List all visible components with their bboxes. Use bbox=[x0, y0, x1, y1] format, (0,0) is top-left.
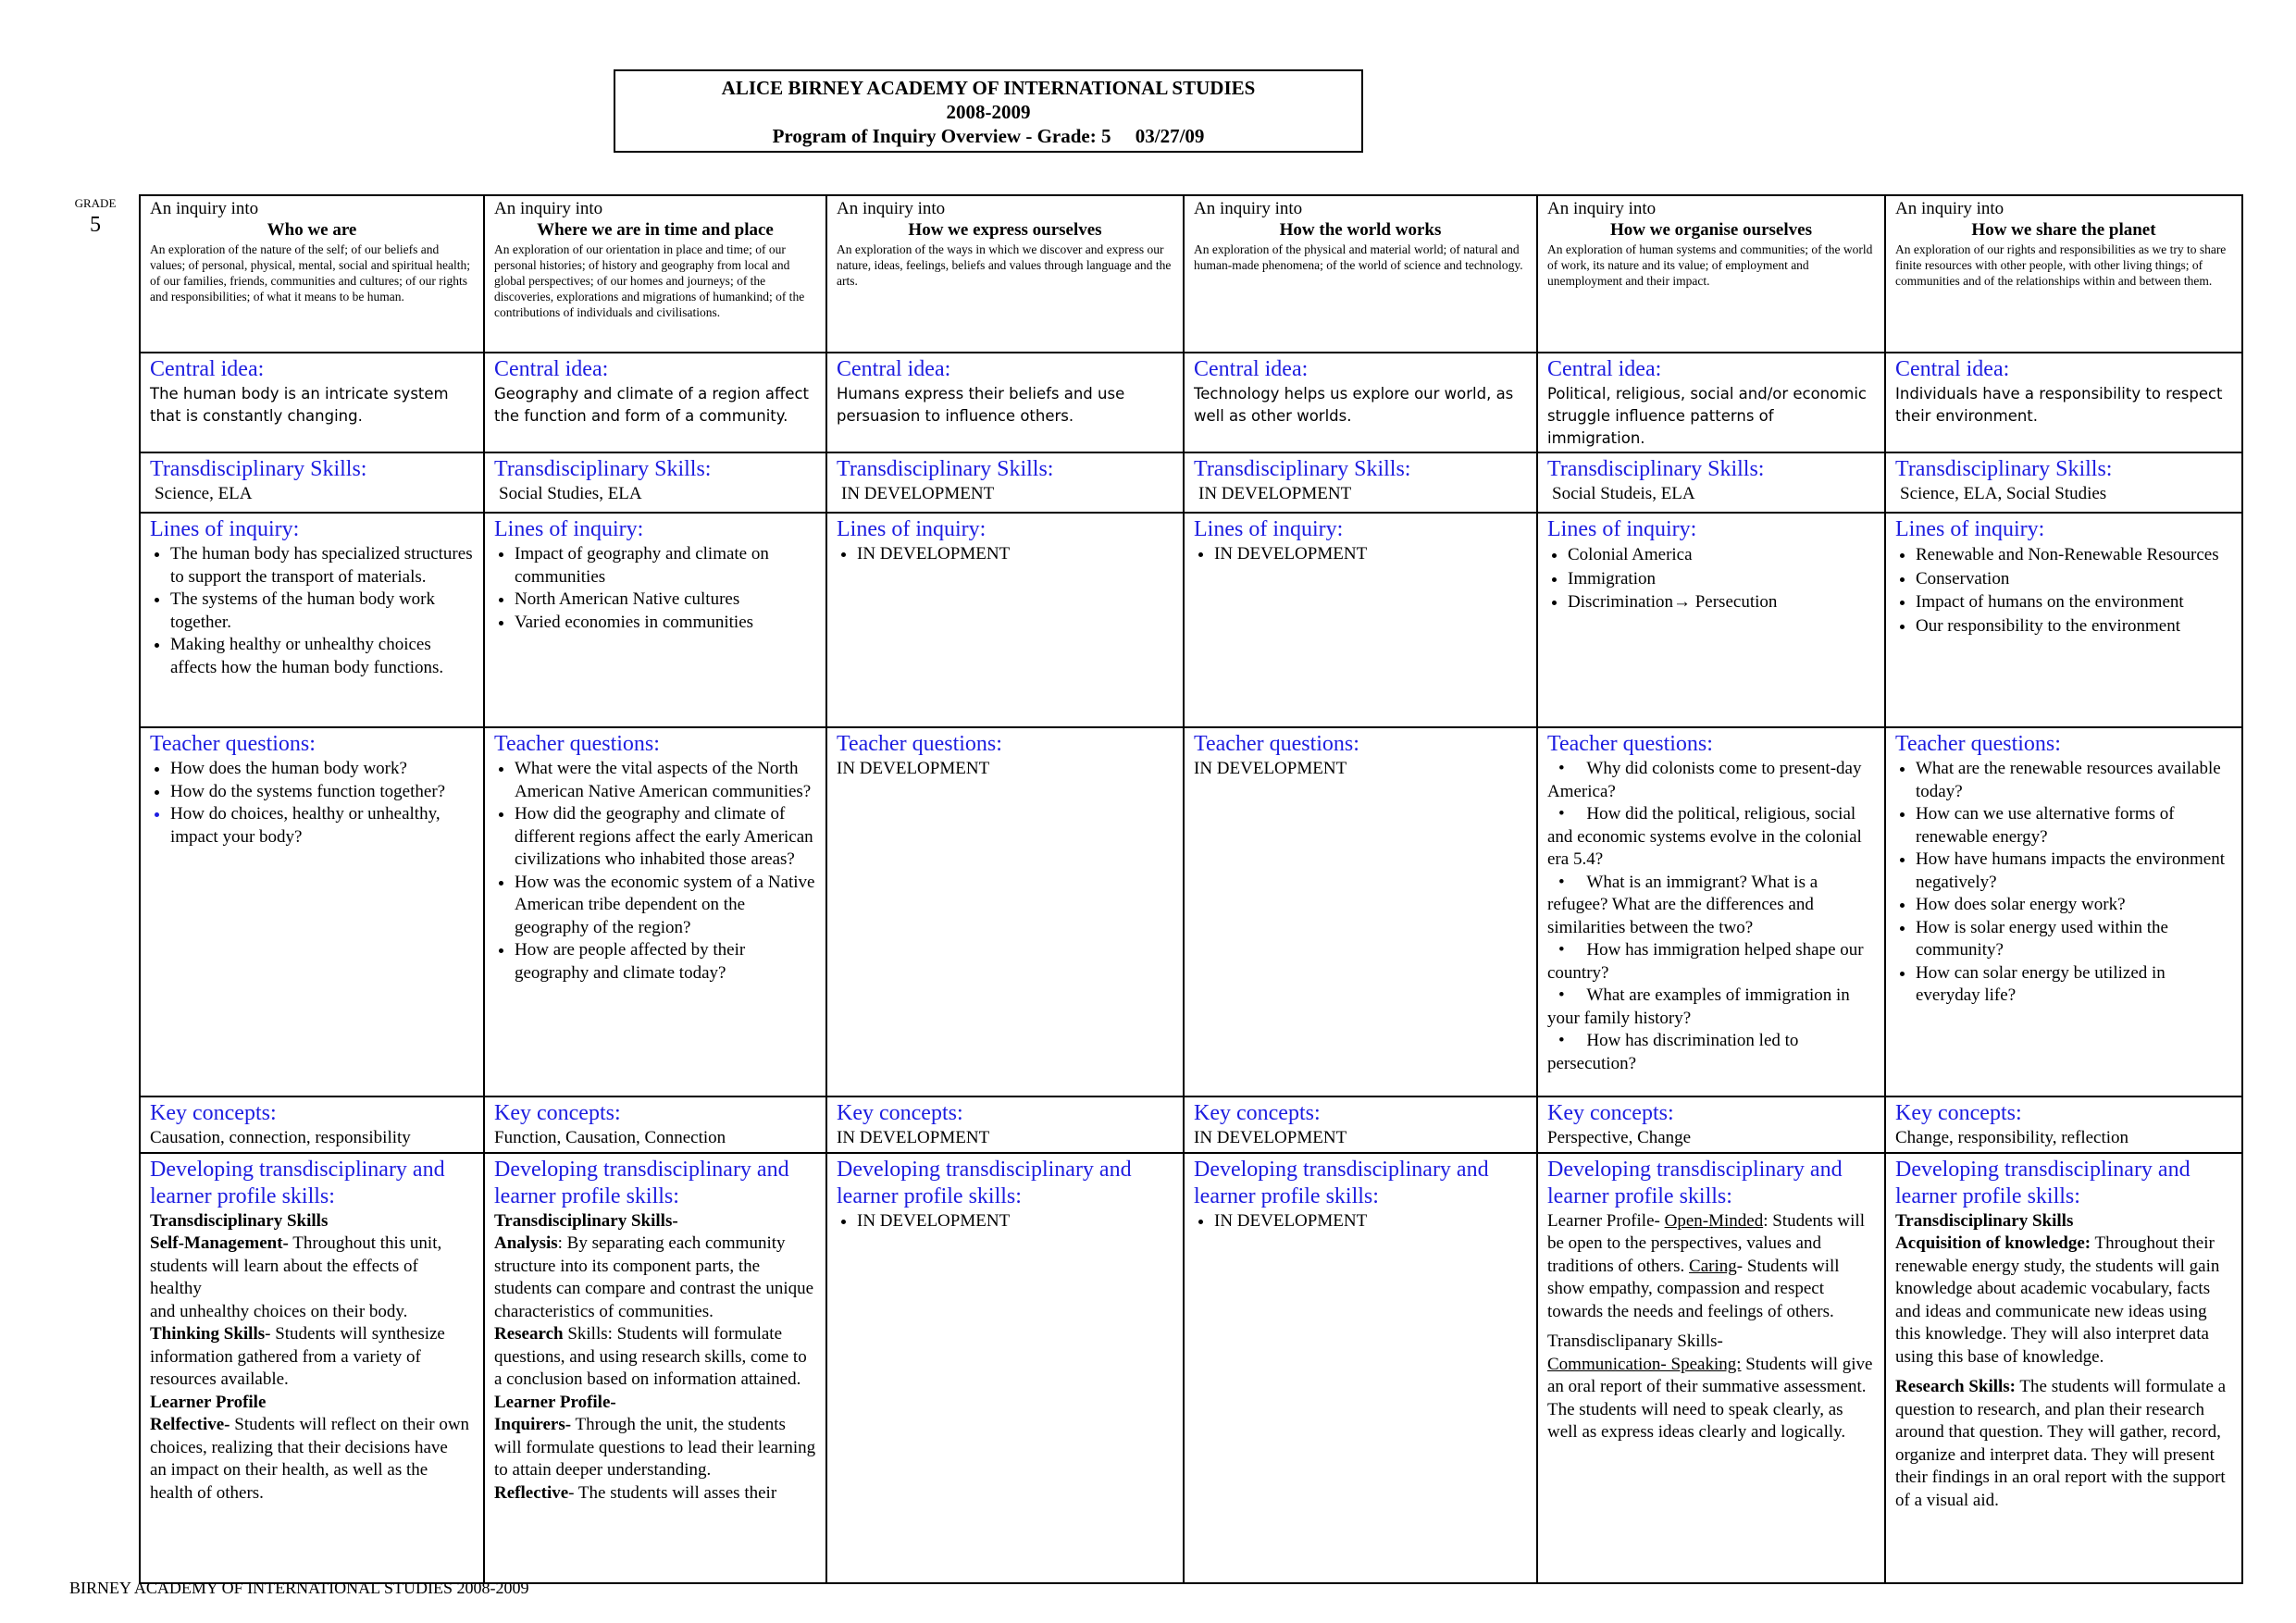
developing-text: Transdisciplinary Skills- Analysis: By separating each community structure into its component parts, the students can compare and contrast the unique characteristics of communities. Research Skills: Students will formulate questions, and using research skills, come to a conclusion based on information attained. Learner Profile- Inquirers- Through the unit, the students will formulate questions to lead their learning to attain deeper understanding. Reflective- The students will asses their bbox=[494, 1210, 816, 1503]
questions-list bbox=[1895, 758, 2232, 1008]
key-concepts-text: IN DEVELOPMENT bbox=[1194, 1128, 1347, 1147]
lines-list bbox=[150, 543, 474, 679]
skills-text: IN DEVELOPMENT bbox=[841, 484, 995, 503]
developing-text: Transdisciplinary Skills Self-Management- Throughout this unit, students will learn about the effects of healthy and unhealthy choices on their body. Thinking Skills- Students will synthesize information gathered from a variety of resources available. Learner Profile Relfective- Students will reflect on their own choices, realizing that their decisions have an impact on their health, as well as the health of others. bbox=[150, 1210, 470, 1503]
list-item: • Varied economies in communities bbox=[515, 612, 816, 635]
key-concepts-heading: Key concepts: bbox=[494, 1101, 621, 1125]
central-idea-text: Political, religious, social and/or economic struggle influence patterns of immigration. bbox=[1547, 385, 1867, 447]
questions-list bbox=[150, 758, 474, 849]
list-item: • Immigration bbox=[1568, 568, 1875, 591]
list-item: • How does the human body work? bbox=[170, 758, 474, 781]
list-item: • How has immigration helped shape our country? bbox=[1547, 940, 1864, 983]
list-item: • How are people affected by their geography and climate today? bbox=[515, 939, 816, 985]
skills-text: Science, ELA, Social Studies bbox=[1900, 484, 2107, 503]
list-item: • Renewable and Non-Renewable Resources bbox=[1916, 544, 2232, 567]
questions-text: IN DEVELOPMENT bbox=[837, 759, 990, 778]
list-item: • What are examples of immigration in your family history? bbox=[1547, 985, 1850, 1028]
document-date: 03/27/09 bbox=[1135, 125, 1205, 147]
key-concepts-text: Function, Causation, Connection bbox=[494, 1128, 726, 1147]
theme-cell: An inquiry into Who we are An exploration of the nature of the self; of our beliefs and values; of personal, physical, mental, social and spiritual health; of our families, friends, communities and cultures; of our rights and responsibilities; of what it means to be human. bbox=[140, 195, 484, 353]
key-concepts-text: IN DEVELOPMENT bbox=[837, 1128, 990, 1147]
theme-title: How we express ourselves bbox=[908, 220, 1102, 240]
grade-word: GRADE bbox=[74, 196, 117, 210]
theme-description: An exploration of the physical and material world; of natural and human-made phenomena; of the world of science and technology. bbox=[1194, 242, 1523, 272]
central-idea-heading: Central idea: bbox=[837, 357, 951, 381]
central-idea-text: The human body is an intricate system that is constantly changing. bbox=[150, 385, 449, 425]
list-item: • How do the systems function together? bbox=[170, 781, 474, 804]
questions-list bbox=[494, 758, 816, 985]
list-item: • IN DEVELOPMENT bbox=[857, 543, 1173, 566]
school-years: 2008-2009 bbox=[946, 101, 1031, 123]
theme-title: Who we are bbox=[267, 220, 357, 240]
skills-heading: Transdisciplinary Skills: bbox=[1194, 457, 1411, 481]
list-item: • How has discrimination led to persecution? bbox=[1547, 1031, 1799, 1073]
developing-heading: Developing transdisciplinary and learner profile skills: bbox=[1194, 1157, 1489, 1208]
theme-cell: An inquiry into How the world works An exploration of the physical and material world; of natural and human-made phenomena; of the world of science and technology. bbox=[1184, 195, 1537, 353]
grade-number: 5 bbox=[90, 213, 101, 237]
central-idea-text: Geography and climate of a region affect the function and form of a community. bbox=[494, 385, 810, 425]
teacher-questions-heading: Teacher questions: bbox=[1895, 732, 2061, 756]
lines-heading: Lines of inquiry: bbox=[1194, 517, 1344, 541]
list-item: • How can we use alternative forms of renewable energy? bbox=[1916, 803, 2232, 849]
list-item: • The human body has specialized structures to support the transport of materials. bbox=[170, 543, 474, 588]
grade-label bbox=[63, 196, 128, 239]
developing-list bbox=[837, 1210, 1173, 1233]
teacher-questions-heading: Teacher questions: bbox=[150, 732, 316, 756]
document-title-box bbox=[614, 69, 1363, 153]
lines-list bbox=[1194, 543, 1527, 566]
program-line: Program of Inquiry Overview - Grade: 5 03/27/09 bbox=[772, 125, 1205, 147]
list-item: • IN DEVELOPMENT bbox=[1214, 1210, 1527, 1233]
lines-heading: Lines of inquiry: bbox=[494, 517, 644, 541]
list-item: • The systems of the human body work together. bbox=[170, 588, 474, 634]
list-item: • What is an immigrant? What is a refugee? What are the differences and similarities between the two? bbox=[1547, 872, 1818, 937]
lines-list bbox=[1547, 544, 1875, 614]
developing-list bbox=[1194, 1210, 1527, 1233]
skills-text: Social Studeis, ELA bbox=[1552, 484, 1695, 503]
theme-description: An exploration of our orientation in place and time; of our personal histories; of history and geography from local and global perspectives; of our homes and journeys; of the discoveries, explorations and migrations of humankind; of the contributions of individuals and civilisations. bbox=[494, 242, 805, 319]
central-idea-heading: Central idea: bbox=[150, 357, 265, 381]
list-item: • Conservation bbox=[1916, 568, 2232, 591]
theme-title: Where we are in time and place bbox=[537, 220, 774, 240]
key-concepts-heading: Key concepts: bbox=[837, 1101, 963, 1125]
key-concepts-text: Perspective, Change bbox=[1547, 1128, 1692, 1147]
theme-title: How we share the planet bbox=[1971, 220, 2156, 240]
skills-heading: Transdisciplinary Skills: bbox=[837, 457, 1054, 481]
developing-heading: Developing transdisciplinary and learner profile skills: bbox=[1895, 1157, 2191, 1208]
list-item: • IN DEVELOPMENT bbox=[857, 1210, 1173, 1233]
skills-text: IN DEVELOPMENT bbox=[1198, 484, 1352, 503]
teacher-questions-heading: Teacher questions: bbox=[1194, 732, 1359, 756]
questions-text: IN DEVELOPMENT bbox=[1194, 759, 1347, 778]
page-footer: BIRNEY ACADEMY OF INTERNATIONAL STUDIES 2008-2009 bbox=[69, 1579, 529, 1597]
theme-description: An exploration of the ways in which we discover and express our nature, ideas, feelings, beliefs and values through language and the arts. bbox=[837, 242, 1172, 288]
list-item: • What are the renewable resources available today? bbox=[1916, 758, 2232, 803]
theme-cell: An inquiry into Where we are in time and place An exploration of our orientation in place and time; of our personal histories; of history and geography from local and global perspectives; of our homes and journeys; of the discoveries, explorations and migrations of humankind; of the contributions of individuals and civilisations. bbox=[484, 195, 826, 353]
theme-cell: An inquiry into How we share the planet An exploration of our rights and responsibilities as we try to share finite resources with other people, with other living things; of communities and of the relationships within and between them. bbox=[1885, 195, 2242, 353]
theme-title: How we organise ourselves bbox=[1610, 220, 1812, 240]
central-idea-heading: Central idea: bbox=[1895, 357, 2010, 381]
list-item: • How did the geography and climate of different regions affect the early American civilizations who inhabited those areas? bbox=[515, 803, 816, 872]
list-item: • How can solar energy be utilized in everyday life? bbox=[1916, 962, 2232, 1008]
developing-heading: Developing transdisciplinary and learner profile skills: bbox=[150, 1157, 445, 1208]
list-item: • Impact of geography and climate on communities bbox=[515, 543, 816, 588]
central-idea-row bbox=[140, 353, 2242, 452]
list-item: • How have humans impacts the environment negatively? bbox=[1916, 849, 2232, 894]
developing-text: Transdisciplinary Skills Acquisition of knowledge: Throughout their renewable energy study, the students will gain knowledge about academic vocabulary, facts and ideas and communicate new ideas using this knowledge. They will also interpret data using this base of knowledge. Research Skills: The students will formulate a question to research, and plan their research around that question. They will gather, record, organize and interpret data. They will present their findings in an oral report with the support of a visual aid. bbox=[1895, 1210, 2227, 1510]
central-idea-text: Individuals have a responsibility to respect their environment. bbox=[1895, 385, 2223, 425]
themes-row bbox=[140, 195, 2242, 353]
central-idea-text: Humans express their beliefs and use persuasion to influence others. bbox=[837, 385, 1125, 425]
list-item: • How do choices, healthy or unhealthy, impact your body? bbox=[170, 803, 474, 849]
lines-list bbox=[494, 543, 816, 634]
lines-list bbox=[837, 543, 1173, 566]
school-name: ALICE BIRNEY ACADEMY OF INTERNATIONAL STUDIES bbox=[721, 77, 1256, 99]
key-concepts-text: Causation, connection, responsibility bbox=[150, 1128, 411, 1147]
skills-text: Social Studies, ELA bbox=[499, 484, 642, 503]
theme-cell: An inquiry into How we express ourselves An exploration of the ways in which we discover and express our nature, ideas, feelings, beliefs and values through language and the arts. bbox=[826, 195, 1184, 353]
lines-list bbox=[1895, 544, 2232, 638]
list-item: • Making healthy or unhealthy choices affects how the human body functions. bbox=[170, 634, 474, 679]
teacher-questions-row bbox=[140, 727, 2242, 1096]
lines-heading: Lines of inquiry: bbox=[1547, 517, 1697, 541]
central-idea-text: Technology helps us explore our world, as well as other worlds. bbox=[1194, 385, 1514, 425]
theme-title: How the world works bbox=[1279, 220, 1442, 240]
list-item: • How did the political, religious, social and economic systems evolve in the colonial era 5.4? bbox=[1547, 804, 1862, 869]
theme-cell: An inquiry into How we organise ourselves An exploration of human systems and communities; of the world of work, its nature and its value; of employment and unemployment and their impact. bbox=[1537, 195, 1885, 353]
list-item: • Discrimination→ Persecution bbox=[1568, 591, 1875, 614]
skills-heading: Transdisciplinary Skills: bbox=[1547, 457, 1765, 481]
central-idea-heading: Central idea: bbox=[1194, 357, 1309, 381]
key-concepts-row bbox=[140, 1096, 2242, 1153]
list-item: • How was the economic system of a Native American tribe dependent on the geography of the region? bbox=[515, 872, 816, 940]
lines-of-inquiry-row bbox=[140, 513, 2242, 727]
program-of-inquiry-table bbox=[139, 194, 2243, 1584]
key-concepts-heading: Key concepts: bbox=[1194, 1101, 1321, 1125]
list-item: • How is solar energy used within the community? bbox=[1916, 917, 2232, 962]
developing-heading: Developing transdisciplinary and learner profile skills: bbox=[1547, 1157, 1843, 1208]
skills-heading: Transdisciplinary Skills: bbox=[494, 457, 712, 481]
lines-heading: Lines of inquiry: bbox=[837, 517, 987, 541]
list-item: • Colonial America bbox=[1568, 544, 1875, 567]
developing-text: Learner Profile- Open-Minded: Students will be open to the perspectives, values and traditions of others. Caring- Students will show empathy, compassion and respect towards the needs and feelings of others. Transdisclipanary Skills- Communication- Speaking: Students will give an oral report of their summative assessment. The students will need to speak clearly, as well as express ideas clearly and logically. bbox=[1547, 1210, 1873, 1442]
theme-description: An exploration of our rights and responsibilities as we try to share finite resources with other people, with other living things; of communities and of the relationships within and between them. bbox=[1895, 242, 2227, 288]
key-concepts-heading: Key concepts: bbox=[150, 1101, 277, 1125]
skills-row bbox=[140, 452, 2242, 513]
list-item: • How does solar energy work? bbox=[1916, 894, 2232, 917]
teacher-questions-heading: Teacher questions: bbox=[837, 732, 1002, 756]
teacher-questions-heading: Teacher questions: bbox=[494, 732, 660, 756]
list-item: • Impact of humans on the environment bbox=[1916, 591, 2232, 614]
developing-heading: Developing transdisciplinary and learner profile skills: bbox=[837, 1157, 1132, 1208]
key-concepts-heading: Key concepts: bbox=[1895, 1101, 2022, 1125]
central-idea-heading: Central idea: bbox=[1547, 357, 1662, 381]
developing-skills-row bbox=[140, 1153, 2242, 1583]
lines-heading: Lines of inquiry: bbox=[150, 517, 300, 541]
central-idea-heading: Central idea: bbox=[494, 357, 609, 381]
list-item: • IN DEVELOPMENT bbox=[1214, 543, 1527, 566]
list-item: • Why did colonists come to present-day America? bbox=[1547, 759, 1862, 801]
theme-description: An exploration of the nature of the self; of our beliefs and values; of personal, physical, mental, social and spiritual health; of our families, friends, communities and cultures; of our rights and responsibilities; of what it means to be human. bbox=[150, 242, 471, 304]
skills-heading: Transdisciplinary Skills: bbox=[150, 457, 367, 481]
skills-heading: Transdisciplinary Skills: bbox=[1895, 457, 2113, 481]
list-item: • What were the vital aspects of the North American Native American communities? bbox=[515, 758, 816, 803]
lines-heading: Lines of inquiry: bbox=[1895, 517, 2045, 541]
theme-description: An exploration of human systems and communities; of the world of work, its nature and its value; of employment and unemployment and their impact. bbox=[1547, 242, 1873, 288]
list-item: • Our responsibility to the environment bbox=[1916, 615, 2232, 638]
skills-text: Science, ELA bbox=[155, 484, 253, 503]
list-item: • North American Native cultures bbox=[515, 588, 816, 612]
key-concepts-heading: Key concepts: bbox=[1547, 1101, 1674, 1125]
developing-heading: Developing transdisciplinary and learner profile skills: bbox=[494, 1157, 789, 1208]
key-concepts-text: Change, responsibility, reflection bbox=[1895, 1128, 2129, 1147]
teacher-questions-heading: Teacher questions: bbox=[1547, 732, 1713, 756]
